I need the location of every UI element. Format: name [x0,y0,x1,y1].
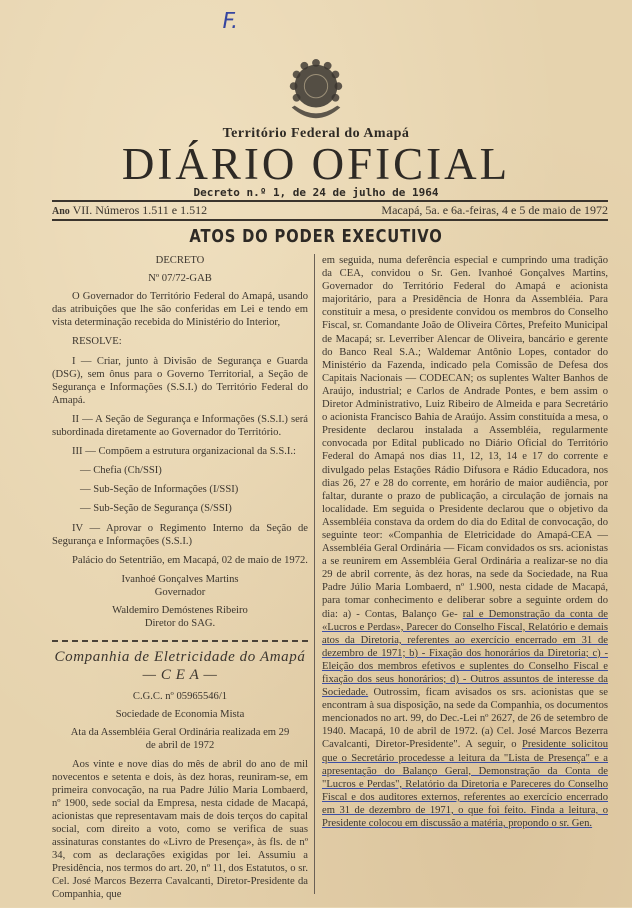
company-type: Sociedade de Economia Mista [115,709,245,721]
decree-heading: DECRETO [155,255,205,266]
masthead-decree: Decreto n.º 1, de 24 de julho de 1964 [193,186,439,199]
structure-item: — Sub-Seção de Segurança (S/SSI) [80,503,232,515]
signer-title: Diretor do SAG. [144,618,216,630]
section-title: ATOS DO PODER EXECUTIVO [189,226,443,247]
issue-year-label: Ano [52,206,70,217]
divider [52,219,608,221]
company-name: Companhia de Eletricidade do Amapá [54,649,306,666]
issue-date: Macapá, 5a. e 6a.-feiras, 4 e 5 de maio de 1972 [381,203,608,217]
issue-line [52,203,608,217]
decree-article-4: IV — Aprovar o Regimento Interno da Seção de Segurança e Informações (S.S.I.) [52,522,308,547]
left-column [52,254,308,908]
company-abbr: — C E A — [142,667,218,684]
issue-number [52,203,207,217]
masthead-title: DIÁRIO OFICIAL [121,139,511,189]
decree-number: Nº 07/72-GAB [148,273,212,285]
minutes-text: Outrossim, ficam avisados os srs. acionistas que se encontram à sua disposição, na sede da Companhia, os documentos mencionados no art. 99, do Dec.-Lei nº 2627, de 26 de setembro de 1940. Macapá, 10 de abril de 1972. (a) Cel. José Marcos Bezerra Cavalcanti, Diretor-Presidente". A seguir, o [322,687,608,751]
structure-item: — Chefia (Ch/SSI) [80,465,162,477]
column-divider [314,254,315,894]
divider [52,640,308,642]
decree-place-date: Palácio do Setentrião, em Macapá, 02 de maio de 1972. [72,554,308,566]
signer-name: Ivanhoé Gonçalves Martins [121,573,239,585]
divider [52,200,608,202]
right-column [322,254,608,830]
minutes-text: em seguida, numa deferência especial e cumprindo uma tradição da CEA, convidou o Sr. Gen. Ivanhoé Gonçalves Martins, Governador do Território Federal do Amapá e acionista majoritário, para a Presidência de Honra da Assembléia. Para constituir a mesa, o presidente convidou os membros do Conselho Fiscal, sr. Comandante João de Oliveira Côrtes, Prefeito Municipal de Macapá; sr. Leverriber Alencar de Oliveira, bancário e gerente do Banco Real S.A.; Waldemar Antônio Lopes, contador do Ministério da Fazenda, indicado pela Comissão de Defesa dos Capitais Nacionais — CODECAN; os suplentes Walter Banhos de Araújo, industrial; e Carlos de Andrade Pontes, e bem assim o Diretor Administrativo, Luiz Ribeiro de Almeida e para Secretário o acionista Francisco Bahia de Araújo. Assim constituída a mesa, o Presidente declarou instalada a Assembléia, regularmente convocada por Edital publicado no Diário Oficial do Território Federal do Amapá nos dias 11, 12, 13, 14 e 17 do corrente e divulgado pelas Estações Rádio Difusora e Rádio Educadora, nos dias 26, 27 e 28 do corrente, em horário de maior audiência, por faltar, durante o prazo de publicação, a circulação de jornais na localidade. Em seguida o Presidente declarou que o objetivo da Assembléia constava da ordem do dia do Edital de convocação, do seguinte teor: «Companhia de Eletricidade do Amapá-CEA — Assembléia Geral Ordinária — Ficam convidados os srs. acionistas a se reunirem em Assembléia Geral Ordinária a realizar-se no dia 29 de abril corrente, às dez horas, na sede da Sociedade, na Rua Padre Júlio Maria Lombaerd, nº 1.900, nesta cidade de Macapá, para tomar conhecimento e deliberar sobre a seguinte ordem do dia: a) - Contas, Balanço Ge- [322,255,608,620]
decree-article-3: III — Compõem a estrutura organizacional da S.S.I.: [72,446,296,458]
masthead-territory: Território Federal do Amapá [222,126,410,141]
company-cgc: C.G.C. nº 05965546/1 [132,691,228,703]
decree-resolve: RESOLVE: [72,336,122,348]
decree-article-1: I — Criar, junto à Divisão de Segurança e Guarda (DSG), sem ônus para o Governo Territorial, a Seção de Segurança e Informações (S.S.I.) do Território Federal do Amapá. [52,355,308,406]
minutes-paragraph: Aos vinte e nove dias do mês de abril do ano de mil novecentos e setenta e dois, às dez horas, reuniram-se, em primeira convocação, na rua Padre Júlio Maria Lombaerd, nº 1900, sede social da Empresa, nesta cidade de Macapá, acionistas que representavam mais de dois terços do capital social, com direito a voto, como se verifica de suas assinaturas constantes do «Livro de Presença», às fls. de nº 34, com as declarações exigidas por lei. Assumiu a Presidência, nos termos do art. 20, nº 11, dos Estatutos, o sr. Cel. José Marcos Bezerra Cavalcanti, Diretor-Presidente da Companhia, que [52,758,308,901]
handwritten-mark: F. [219,9,241,34]
issue-year-numbers: VII. Números 1.511 e 1.512 [72,203,208,217]
decree-intro: O Governador do Território Federal do Amapá, usando das atribuições que lhe são conferidas em Lei e tendo em vista determinação recebida do Ministério do Interior, [52,291,308,329]
structure-item: — Sub-Seção de Informações (I/SSI) [80,484,239,496]
signer-title: Governador [154,586,206,598]
decree-article-2: II — A Seção de Segurança e Informações (S.S.I.) será subordinada diretamente ao Governador do Território. [52,413,308,439]
coat-of-arms-seal-icon [283,57,349,125]
minutes-text-underlined: Presidente solicitou que o Secretário procedesse a leitura da "Lista de Presença" e a apresentação do Balanço Geral, Demonstração da Conta de "Lucros e Perdas", Relatório da Diretoria e Pareceres do Conselho Fiscal e dos auditores externos, referentes ao exercício encerrado em 31 de dezembro de 1971, o que foi feito. Finda a leitura, o Presidente colocou em discussão a matéria, propondo o sr. Gen. [322,739,608,830]
minutes-title: Ata da Assembléia Geral Ordinária realizada em 29 de abril de 1972 [70,727,290,752]
minutes-text-underlined: ral e Demonstração da conta de «Lucros e Perdas», Parecer do Conselho Fiscal, Relatório e demais atos da Diretoria, referentes ao exercício encerrado em 31 de dezembro de 1971; b) - Fixação dos honorários da Diretoria; c) - Eleição dos membros efetivos e suplentes do Conselho Fiscal e fixação dos seus honorários; d) - Outros assuntos de interesse da Sociedade. [322,608,608,699]
signer-name: Waldemiro Demóstenes Ribeiro [112,604,248,616]
